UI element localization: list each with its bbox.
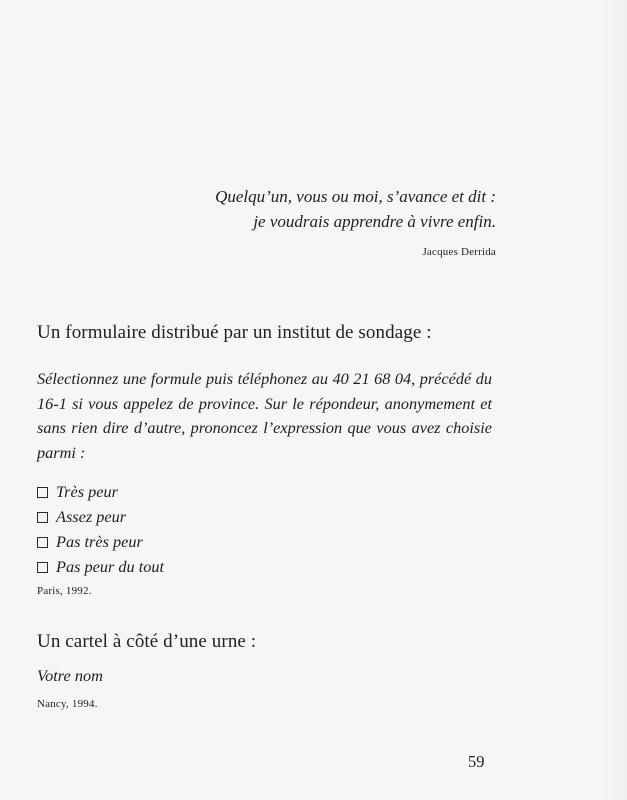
section-title-ballot: Un cartel à côté d’une urne : [37, 631, 257, 652]
ballot-sign-text: Votre nom [37, 666, 103, 685]
page-number: 59 [468, 752, 485, 771]
epigraph-line-2: je voudrais apprendre à vivre enfin. [253, 212, 496, 231]
page-edge-shadow [599, 0, 627, 800]
survey-option[interactable] [37, 504, 164, 529]
survey-option-label: Pas peur du tout [56, 557, 165, 576]
survey-option-label: Très peur [56, 482, 118, 501]
checkbox-icon[interactable] [37, 487, 48, 498]
survey-option-label: Pas très peur [56, 532, 143, 551]
checkbox-icon[interactable] [37, 512, 48, 523]
epigraph-line-1: Quelqu’un, vous ou moi, s’avance et dit : [215, 187, 496, 206]
survey-option-label: Assez peur [56, 507, 127, 526]
survey-instructions: Sélectionnez une formule puis téléphonez au 40 21 68 04, précédé du 16-1 si vous appelez de province. Sur le répondeur, anonymement et sans rien dire d’autre, prononcez l’expression que vous avez choisie parmi : [37, 369, 492, 462]
survey-options-list [37, 479, 164, 579]
survey-option[interactable] [37, 479, 164, 504]
caption-paris: Paris, 1992. [37, 585, 92, 597]
epigraph [215, 184, 496, 234]
section-title-survey: Un formulaire distribué par un institut de sondage : [37, 322, 432, 343]
checkbox-icon[interactable] [37, 562, 48, 573]
survey-option[interactable] [37, 529, 164, 554]
epigraph-author: Jacques Derrida [422, 246, 496, 258]
survey-option[interactable] [37, 554, 164, 579]
caption-nancy: Nancy, 1994. [37, 698, 98, 710]
checkbox-icon[interactable] [37, 537, 48, 548]
